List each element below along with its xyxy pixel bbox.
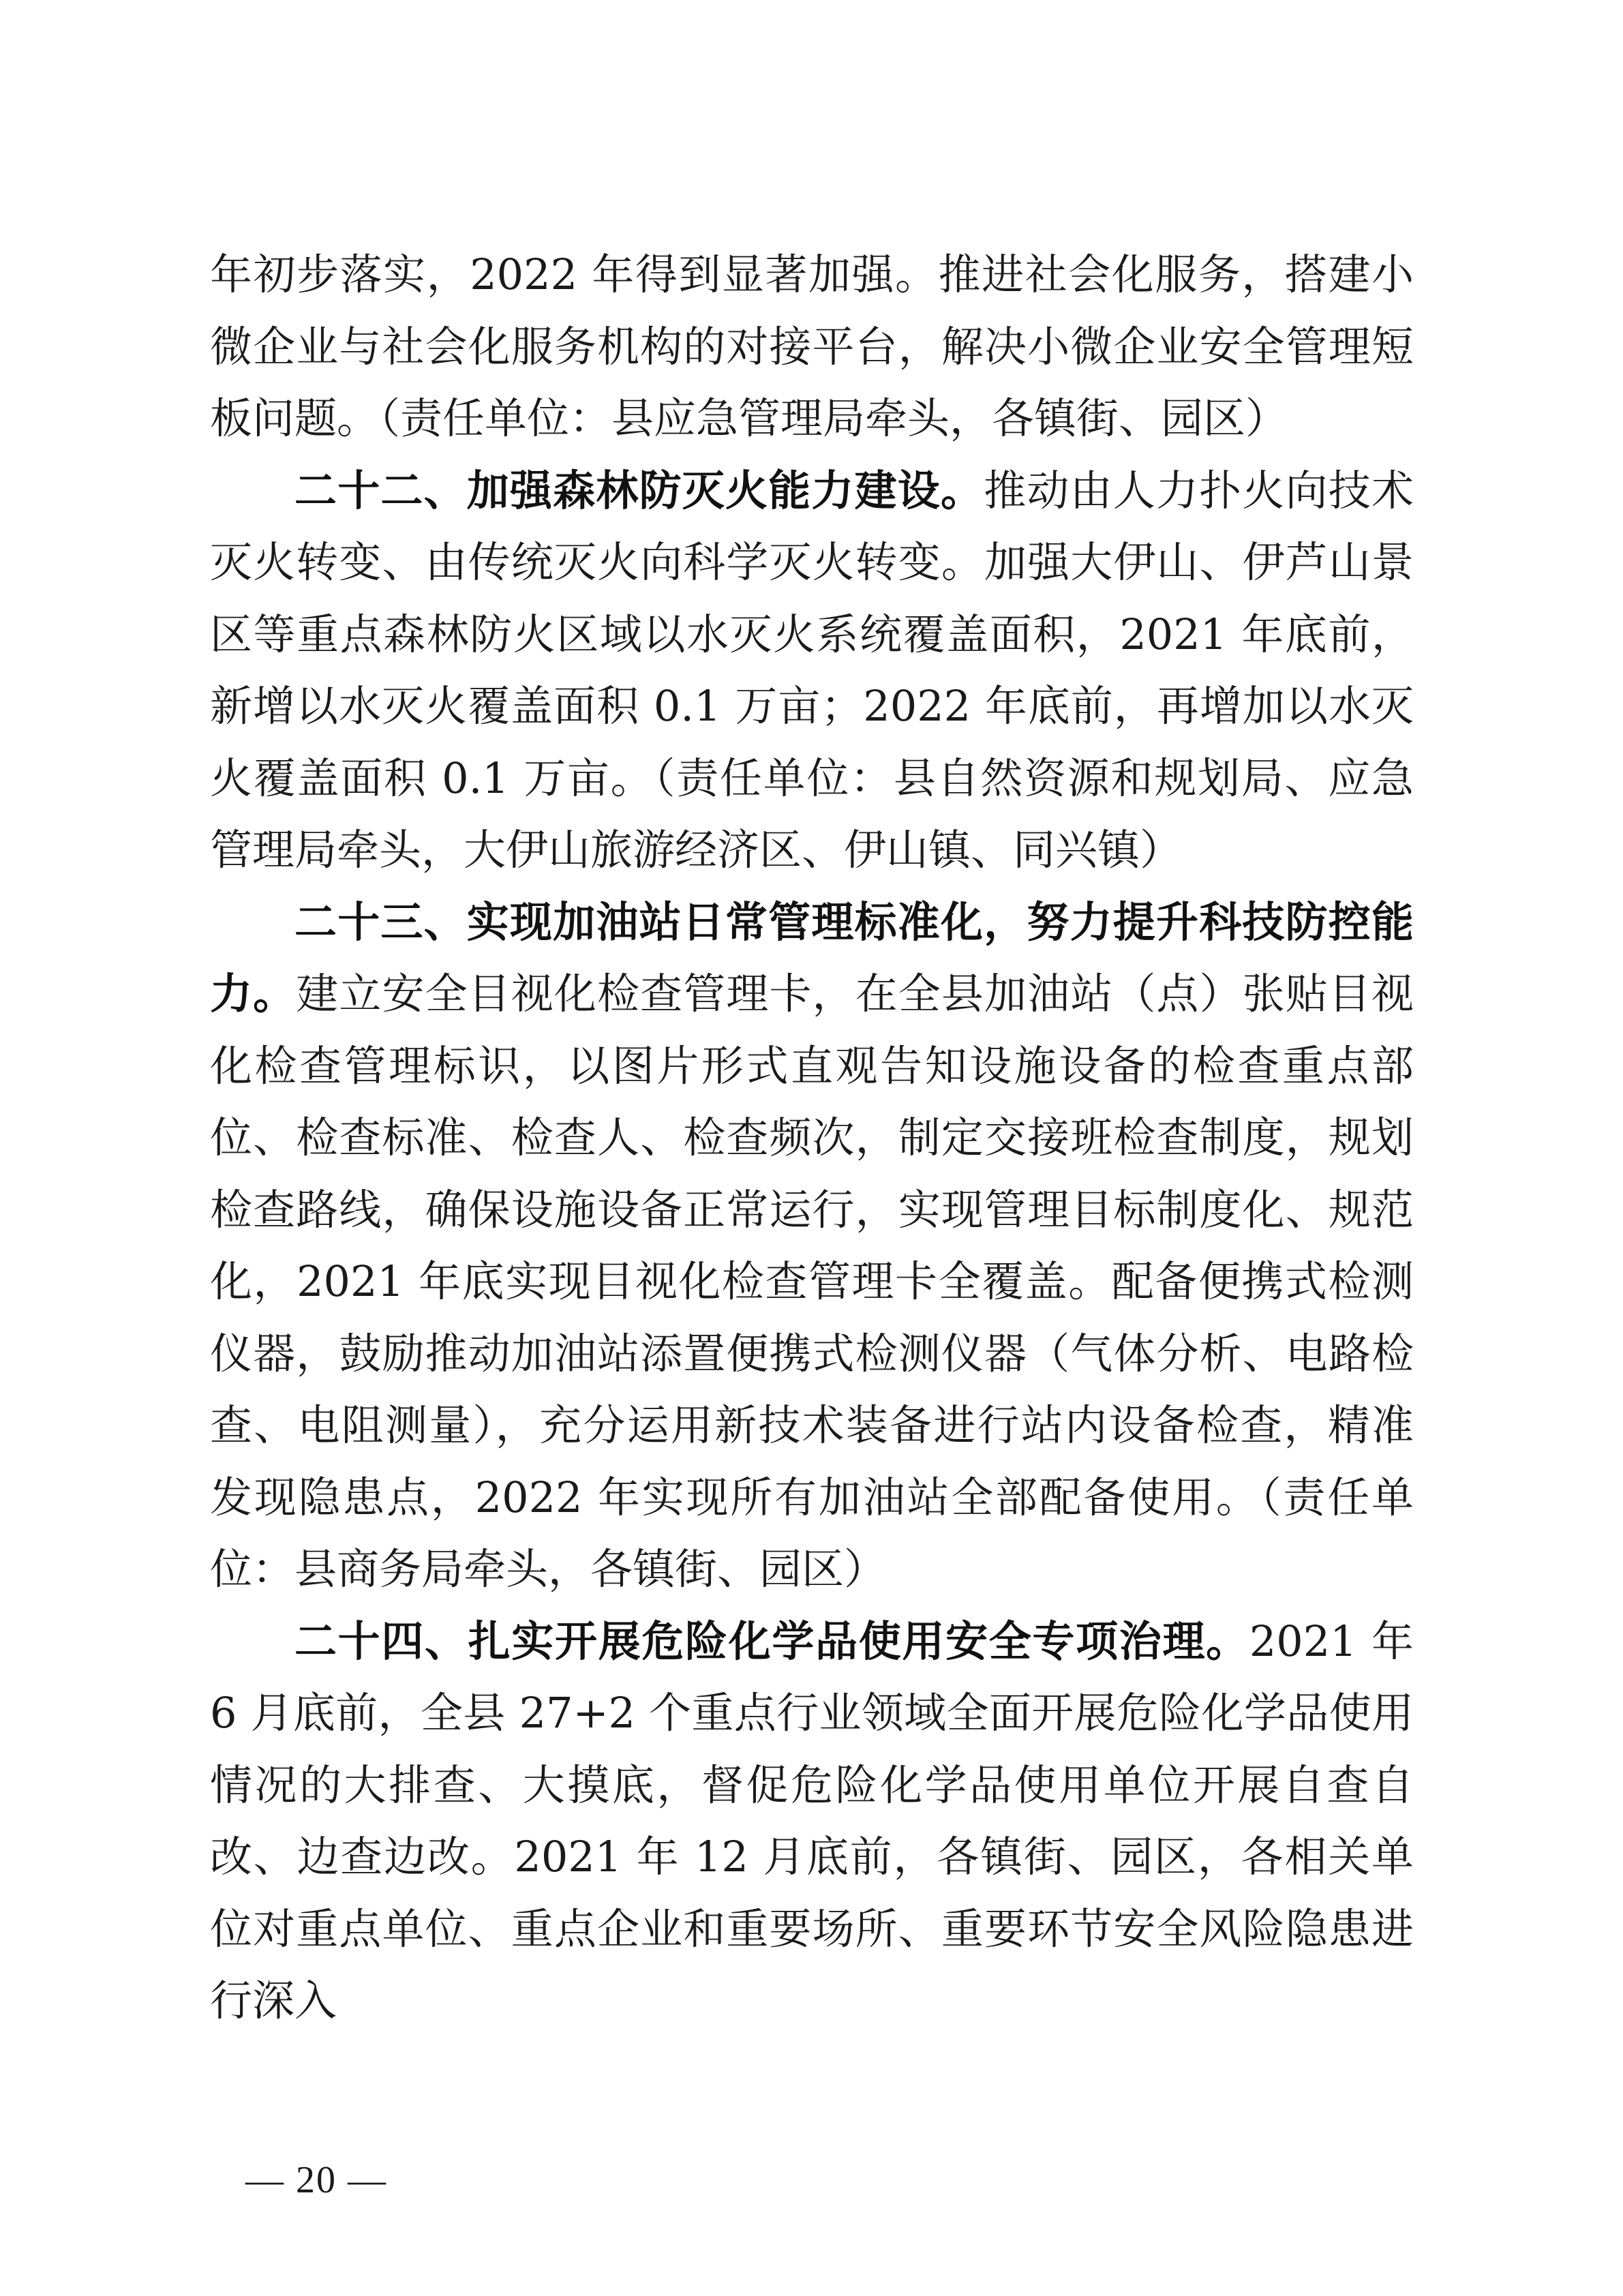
- paragraph-text: 年初步落实，2022 年得到显著加强。推进社会化服务，搭建小微企业与社会化服务机构的对接平台，解决小微企业安全管理短板问题。（责任单位：县应急管理局牵头，各镇街、园区）: [210, 250, 1414, 443]
- page-number: — 20 —: [245, 2159, 387, 2201]
- paragraph-text: 2021 年 6 月底前，全县 27+2 个重点行业领域全面开展危险化学品使用情况的大排查、大摸底，督促危险化学品使用单位开展自查自改、边查边改。2021 年 12 月底前，各镇街、园区，各相关单位对重点单位、重点企业和重要场所、重要环节安全风险隐患进行深入: [210, 1616, 1414, 2025]
- paragraph-item-24: [210, 1605, 1414, 2037]
- paragraph-heading: 二十二、加强森林防灭火能力建设。: [294, 465, 984, 515]
- paragraph-item-23: [210, 886, 1414, 1605]
- paragraph-text: 建立安全目视化检查管理卡，在全县加油站（点）张贴目视化检查管理标识，以图片形式直观告知设施设备的检查重点部位、检查标准、检查人、检查频次，制定交接班检查制度，规划检查路线，确保设施设备正常运行，实现管理目标制度化、规范化，2021 年底实现目视化检查管理卡全覆盖。配备便携式检测仪器，鼓励推动加油站添置便携式检测仪器（气体分析、电路检查、电阻测量），充分运用新技术装备进行站内设备检查，精准发现隐患点，2022 年实现所有加油站全部配备使用。（责任单位：县商务局牵头，各镇街、园区）: [210, 969, 1414, 1594]
- paragraph-heading: 二十三、实现加油站日常管理标准化，努力提升科技防控能力。: [210, 896, 1414, 1018]
- document-body: [210, 239, 1414, 2037]
- paragraph-item-22: [210, 455, 1414, 886]
- paragraph-continuation: [210, 239, 1414, 455]
- paragraph-text: 推动由人力扑火向技术灭火转变、由传统灭火向科学灭火转变。加强大伊山、伊芦山景区等重点森林防火区域以水灭火系统覆盖面积，2021 年底前，新增以水灭火覆盖面积 0.1 万亩；2022 年底前，再增加以水灭火覆盖面积 0.1 万亩。（责任单位：县自然资源和规划局、应急管理局牵头，大伊山旅游经济区、伊山镇、同兴镇）: [210, 465, 1414, 875]
- paragraph-heading: 二十四、扎实开展危险化学品使用安全专项治理。: [294, 1616, 1249, 1666]
